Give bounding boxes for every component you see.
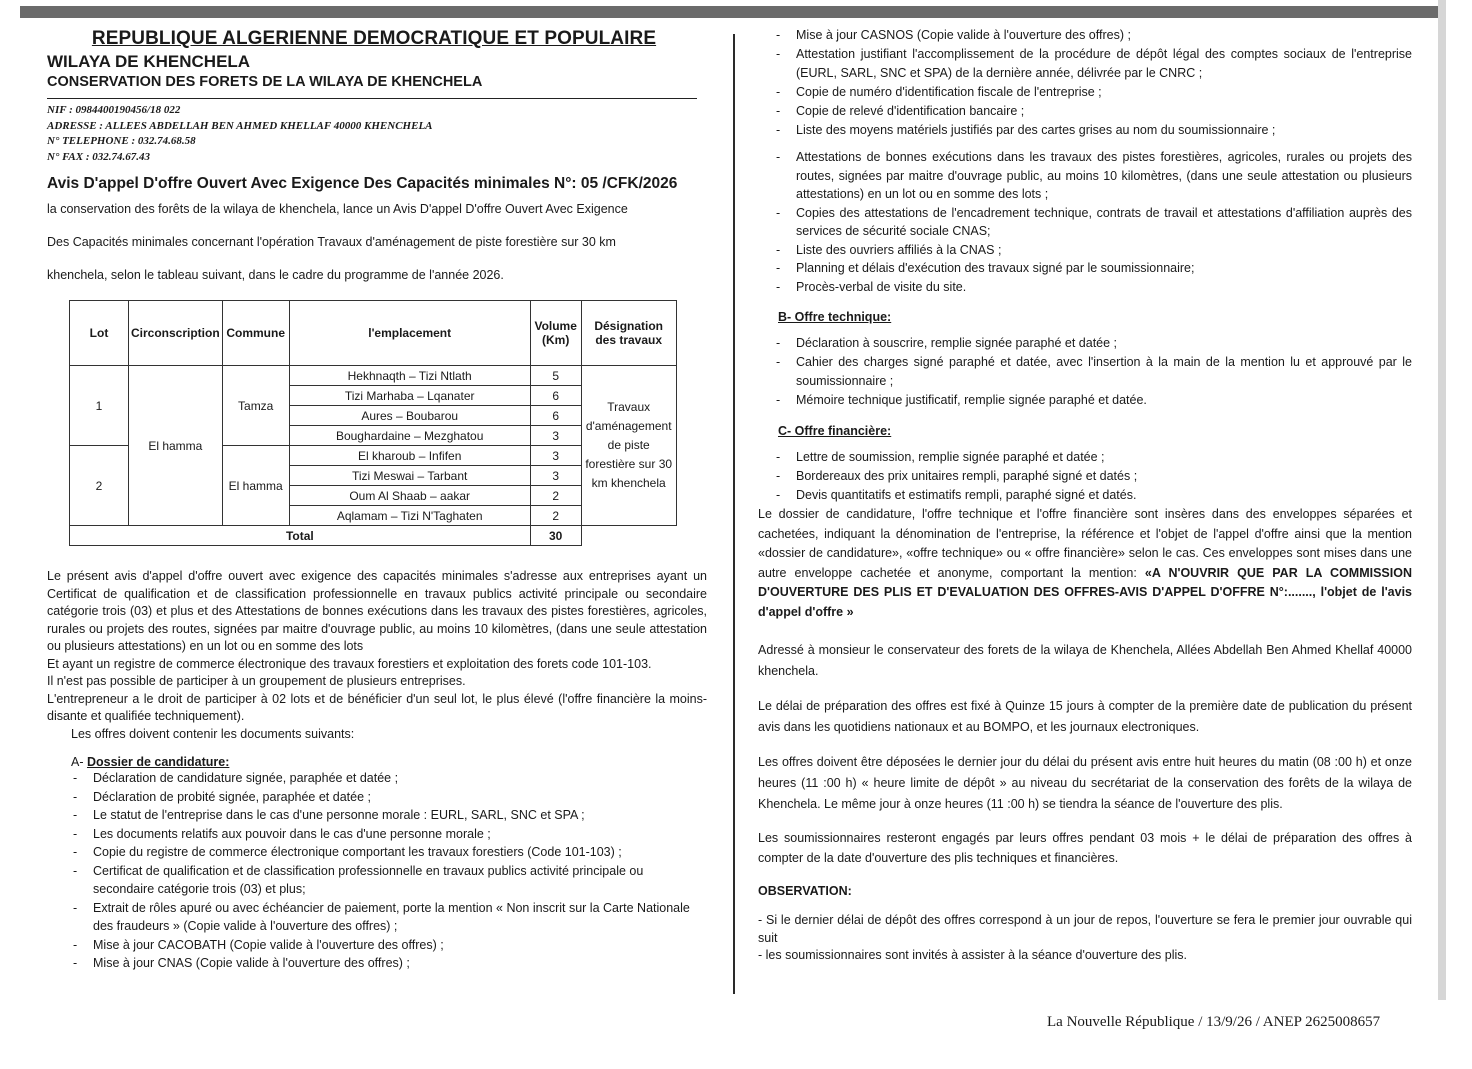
section-a-continued-list-2 (758, 148, 1412, 296)
list-item: - Liste des moyens matériels justifiés par des cartes grises au nom du soumissionnaire ; (758, 121, 1412, 140)
volume-cell: 3 (530, 446, 581, 466)
volume-cell: 3 (530, 426, 581, 446)
section-c-title: C- Offre financière: (778, 424, 892, 438)
contact-block (47, 103, 707, 165)
commune-cell: Tamza (222, 366, 289, 446)
intro-line: khenchela, selon le tableau suivant, dans le cadre du programme de l'année 2026. (47, 268, 504, 282)
section-c-list (758, 448, 1412, 505)
fax-line: N° FAX : 032.74.67.43 (47, 150, 151, 163)
section-a-title: Dossier de candidature: (86, 755, 230, 769)
header-volume: Volume (Km) (530, 301, 581, 366)
volume-cell: 3 (530, 466, 581, 486)
section-b-title: B- Offre technique: (778, 310, 892, 324)
republic-title: REPUBLIQUE ALGERIENNE DEMOCRATIQUE ET POPULAIRE (91, 28, 657, 49)
scan-right-edge (1438, 0, 1446, 1000)
emplacement-cell: Aures – Boubarou (289, 406, 530, 426)
right-column (758, 26, 1412, 965)
emplacement-cell: El kharoub – Infifen (289, 446, 530, 466)
table-row (70, 366, 677, 386)
list-item: - Copie du registre de commerce électronique comportant les travaux forestiers (Code 101-103) ; (71, 843, 701, 862)
emplacement-cell: Aqlamam – Tizi N'Taghaten (289, 506, 530, 526)
list-item: - Mémoire technique justificatif, remplie signée paraphé et datée. (758, 391, 1412, 410)
list-item: - Mise à jour CNAS (Copie valide à l'ouverture des offres) ; (71, 954, 701, 973)
list-item: - Liste des ouvriers affiliés à la CNAS ; (758, 241, 1412, 260)
emplacement-cell: Hekhnaqth – Tizi Ntlath (289, 366, 530, 386)
wilaya-title: WILAYA DE KHENCHELA (47, 52, 251, 71)
list-item: - Procès-verbal de visite du site. (758, 278, 1412, 297)
section-a-prefix: A- (71, 755, 84, 769)
list-item: - Copies des attestations de l'encadrement technique, contrats de travail et attestations d'affiliation auprès des services de sécurité sociale CNAS; (758, 204, 1412, 241)
address-line: ADRESSE : ALLEES ABDELLAH BEN AHMED KHELLAF 40000 KHENCHELA (47, 119, 433, 132)
intro-text (47, 193, 707, 292)
list-item: - Extrait de rôles apuré ou avec échéancier de paiement, porte la mention « Non inscrit sur la Carte Nationale des fraudeurs » (Copie valide à l'ouverture des offres) ; (71, 899, 701, 936)
header-lot: Lot (70, 301, 129, 366)
engagement-paragraph: Les soumissionnaires resteront engagés par leurs offres pendant 03 mois + le délai de préparation des offres à compter de la date d'ouverture des plis techniques et financières. (758, 831, 1412, 865)
volume-cell: 2 (530, 506, 581, 526)
lots-rule-paragraph: L'entrepreneur a le droit de participer à 02 lots et de bénéficier d'un seul lot, le plus élevé (l'offre financière la moins-disante et qualifiée techniquement). (47, 691, 707, 723)
list-item: - Déclaration de probité signée, paraphée et datée ; (71, 788, 701, 807)
lot-cell: 2 (70, 446, 129, 526)
total-value: 30 (530, 526, 581, 546)
registry-paragraph: Et ayant un registre de commerce électronique des travaux forestiers et exploitation des forets code 101-103. (47, 656, 652, 671)
address-paragraph: Adressé à monsieur le conservateur des forets de la wilaya de Khenchela, Allées Abdellah Ben Ahmed Khellaf 40000 khenchela. (758, 643, 1412, 678)
envelope-mention: «A N'OUVRIR QUE PAR LA COMMISSION D'OUVERTURE DES PLIS ET D'EVALUATION DES OFFRES-AVIS D'APPEL D'OFFRE N°:......., l'objet de l'avis d'appel d'offre » (758, 565, 1412, 619)
documents-intro: Les offres doivent contenir les documents suivants: (71, 726, 355, 741)
grouping-paragraph: Il n'est pas possible de participer à un groupement de plusieurs entreprises. (47, 674, 466, 688)
observation-2: - les soumissionnaires sont invités à assister à la séance d'ouverture des plis. (758, 948, 1187, 962)
dossier-paragraph (758, 505, 1412, 622)
section-a-heading (47, 755, 707, 769)
emplacement-cell: Oum Al Shaab – aakar (289, 486, 530, 506)
header-rule (47, 98, 697, 99)
table-header-row (70, 301, 677, 366)
list-item: - Lettre de soumission, remplie signée paraphé et datée ; (758, 448, 1412, 467)
header-emplacement: l'emplacement (289, 301, 530, 366)
dossier-text: Le dossier de candidature, l'offre technique et l'offre financière sont insères dans des enveloppes séparées et cachetées, indiquant la dénomination de l'entreprise, la référence et l'objet de l'appel d'offre ainsi que la mention «dossier de candidature», «offre technique» ou « offre financière» selon le cas. Ces enveloppes sont mises dans une autre enveloppe cachetée et anonyme, comportant la mention: (758, 507, 1412, 580)
volume-cell: 6 (530, 406, 581, 426)
list-item: - Attestation justifiant l'accomplissement de la procédure de dépôt légal des comptes sociaux de l'entreprise (EURL, SARL, SNC et SPA) de la dernière année, délivrée par le CNRC ; (758, 45, 1412, 83)
section-a-continued-list (758, 26, 1412, 140)
column-divider (733, 34, 735, 994)
delay-paragraph: Le délai de préparation des offres est fixé à Quinze 15 jours à compter de la première date de publication du présent avis dans les quotidiens nationaux et au BOMPO, et les journaux electroniques. (758, 699, 1412, 734)
eligibility-paragraph: Le présent avis d'appel d'offre ouvert avec exigence des capacités minimales s'adresse aux entreprises ayant un Certificat de qualification et de classification professionnelle en travaux publics activité principale ou secondaire catégorie trois (03) et plus et des Attestations de bonnes exécutions dans les travaux des pistes forestières, agricoles, rurales ou projets des routes, signées par maitre d'ouvrage public, au moins 10 kilomètres, (dans une seule attestation ou plusieurs attestations) en un lot ou en somme des lots (47, 569, 707, 653)
lot-cell: 1 (70, 366, 129, 446)
list-item: - Cahier des charges signé paraphé et datée, avec l'insertion à la main de la mention lu et approuvé par le soumissionnaire ; (758, 353, 1412, 391)
list-item: - Copie de relevé d'identification bancaire ; (758, 102, 1412, 121)
list-item: - Attestations de bonnes exécutions dans les travaux des pistes forestières, agricoles, rurales ou projets des routes, signées par maitre d'ouvrage public, au moins 10 kilomètres, (dans une seule attestation ou plusieurs attestations) en un lot ou en somme des lots ; (758, 148, 1412, 204)
list-item: - Déclaration à souscrire, remplie signée paraphé et datée ; (758, 334, 1412, 353)
lots-table (69, 300, 677, 546)
header-circonscription: Circonscription (129, 301, 223, 366)
deposit-paragraph: Les offres doivent être déposées le dernier jour du délai du présent avis entre huit heures du matin (08 :00 h) et onze heures (11 :00 h) « heure limite de dépôt » au niveau du secrétariat de la conservation des forêts de la wilaya de Khenchela. Le même jour à onze heures (11 :00 h) se tiendra la séance de l'ouverture des plis. (758, 755, 1412, 811)
list-item: - Les documents relatifs aux pouvoir dans le cas d'une personne morale ; (71, 825, 701, 844)
list-item: - Bordereaux des prix unitaires rempli, paraphé signé et datés ; (758, 467, 1412, 486)
commune-cell: El hamma (222, 446, 289, 526)
list-item: - Déclaration de candidature signée, paraphée et datée ; (71, 769, 701, 788)
conservation-title: CONSERVATION DES FORETS DE LA WILAYA DE KHENCHELA (47, 74, 483, 90)
list-item: - Mise à jour CACOBATH (Copie valide à l'ouverture des offres) ; (71, 936, 701, 955)
emplacement-cell: Tizi Meswai – Tarbant (289, 466, 530, 486)
volume-cell: 2 (530, 486, 581, 506)
avis-title: Avis D'appel D'offre Ouvert Avec Exigence Des Capacités minimales N°: 05 /CFK/2026 (47, 175, 678, 192)
list-item: - Copie de numéro d'identification fiscale de l'entreprise ; (758, 83, 1412, 102)
header-commune: Commune (222, 301, 289, 366)
section-b-list (758, 334, 1412, 410)
nif-line: NIF : 0984400190456/18 022 (47, 104, 181, 116)
volume-cell: 6 (530, 386, 581, 406)
left-body (47, 568, 707, 973)
table-total-row (70, 526, 677, 546)
list-item: - Planning et délais d'exécution des travaux signé par le soumissionnaire; (758, 259, 1412, 278)
observation-title: OBSERVATION: (758, 884, 852, 898)
volume-cell: 5 (530, 366, 581, 386)
scan-top-border (20, 6, 1440, 18)
total-label: Total (70, 526, 531, 546)
circonscription-cell: El hamma (129, 366, 223, 526)
observation-1: - Si le dernier délai de dépôt des offres correspond à un jour de repos, l'ouverture se fera le premier jour ouvrable qui suit (758, 913, 1412, 945)
telephone-line: N° TELEPHONE : 032.74.68.58 (47, 135, 196, 147)
empty-cell (581, 526, 676, 546)
designation-cell: Travaux d'aménagement de piste forestière sur 30 km khenchela (581, 366, 676, 526)
list-item: - Certificat de qualification et de classification professionnelle en travaux publics activité principale ou secondaire catégorie trois (03) et plus; (71, 862, 701, 899)
publication-footer: La Nouvelle République / 13/9/26 / ANEP 2625008657 (1047, 1014, 1381, 1030)
intro-line: Des Capacités minimales concernant l'opération Travaux d'aménagement de piste forestière sur 30 km (47, 235, 616, 249)
header-designation: Désignation des travaux (581, 301, 676, 366)
section-a-list (71, 769, 701, 973)
intro-line: la conservation des forêts de la wilaya de khenchela, lance un Avis D'appel D'offre Ouvert Avec Exigence (47, 202, 628, 216)
list-item: - Le statut de l'entreprise dans le cas d'une personne morale : EURL, SARL, SNC et SPA ; (71, 806, 701, 825)
emplacement-cell: Tizi Marhaba – Lqanater (289, 386, 530, 406)
list-item: - Devis quantitatifs et estimatifs rempli, paraphé signé et datés. (758, 486, 1412, 505)
left-column (47, 28, 707, 973)
emplacement-cell: Boughardaine – Mezghatou (289, 426, 530, 446)
list-item: - Mise à jour CASNOS (Copie valide à l'ouverture des offres) ; (758, 26, 1412, 45)
